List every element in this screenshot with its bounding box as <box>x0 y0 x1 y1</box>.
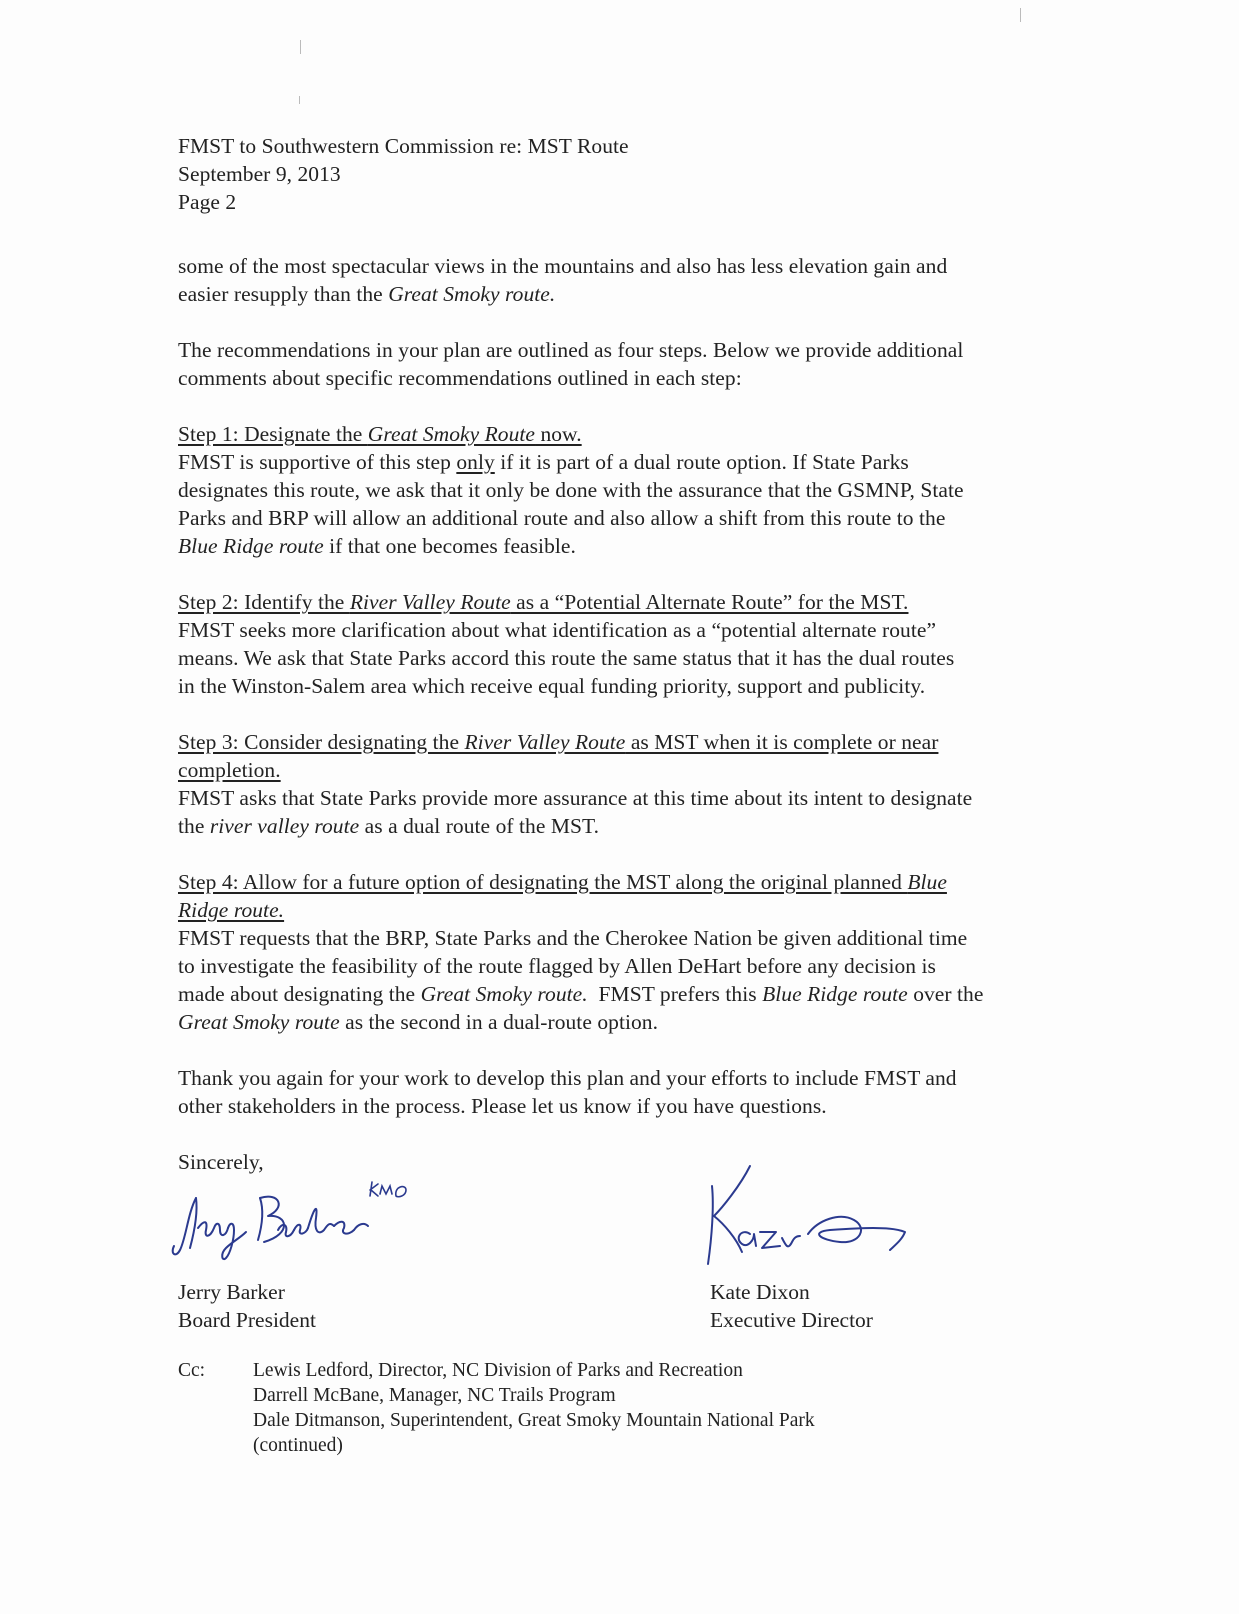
step-4-heading <box>178 868 1078 896</box>
step-4-line: to investigate the feasibility of the route flagged by Allen DeHart before any decision is <box>178 954 936 978</box>
step-2-section <box>178 588 1078 700</box>
body-text: if it is part of a dual route option. If State Parks <box>494 450 909 474</box>
heading-text: Step 1: Designate the <box>178 422 368 446</box>
cc-recipient: Darrell McBane, Manager, NC Trails Program <box>253 1385 616 1406</box>
letter-header <box>178 132 1078 216</box>
header-recipient-line: FMST to Southwestern Commission re: MST Route <box>178 134 629 158</box>
intro-route-name: Great Smoky route. <box>388 282 556 306</box>
heading-text: as MST when it is complete or near <box>625 730 939 754</box>
step-4-line <box>178 980 1078 1008</box>
step-4-line <box>178 1008 1078 1036</box>
heading-route-name: Blue <box>907 870 947 894</box>
step-2-line: in the Winston-Salem area which receive equal funding priority, support and publicity. <box>178 674 926 698</box>
heading-route-name: River Valley Route <box>464 730 626 754</box>
cc-continued-note: (continued) <box>253 1435 343 1456</box>
signer-title: Board President <box>178 1308 316 1332</box>
signature-jerry-barker <box>168 1158 488 1278</box>
signer-title: Executive Director <box>710 1308 873 1332</box>
step-2-line: means. We ask that State Parks accord this route the same status that it has the dual routes <box>178 646 955 670</box>
signer-right-details <box>710 1278 873 1334</box>
route-name: Great Smoky route. <box>420 982 588 1006</box>
closing-line: Thank you again for your work to develop this plan and your efforts to include FMST and <box>178 1066 957 1090</box>
cc-recipient: Dale Ditmanson, Superintendent, Great Smoky Mountain National Park <box>253 1410 815 1431</box>
cc-list <box>253 1358 1053 1458</box>
intro-paragraph <box>178 252 1078 308</box>
signer-left-details <box>178 1278 316 1334</box>
scan-speck <box>300 40 301 54</box>
step-2-heading <box>178 588 1078 616</box>
step-1-line: designates this route, we ask that it only be done with the assurance that the GSMNP, State <box>178 478 964 502</box>
step-4-section <box>178 868 1078 1036</box>
intro-line <box>178 280 1078 308</box>
letter-body <box>178 132 1078 1176</box>
closing-paragraph <box>178 1064 1078 1120</box>
body-text: FMST is supportive of this step <box>178 450 457 474</box>
body-text: the <box>178 814 210 838</box>
route-name: Blue Ridge route <box>178 534 324 558</box>
recommendations-line: comments about specific recommendations outlined in each step: <box>178 366 742 390</box>
heading-text: Step 4: Allow for a future option of designating the MST along the original planned <box>178 870 908 894</box>
signer-name: Jerry Barker <box>178 1280 285 1304</box>
step-3-line: FMST asks that State Parks provide more assurance at this time about its intent to designate <box>178 786 973 810</box>
body-text: made about designating the <box>178 982 421 1006</box>
cc-label: Cc: <box>178 1360 206 1381</box>
step-3-line <box>178 812 1078 840</box>
step-1-line <box>178 532 1078 560</box>
step-1-section <box>178 420 1078 560</box>
header-date: September 9, 2013 <box>178 162 341 186</box>
header-page-number: Page 2 <box>178 190 237 214</box>
body-text: as the second in a dual-route option. <box>339 1010 659 1034</box>
recommendations-paragraph <box>178 336 1078 392</box>
body-text: if that one becomes feasible. <box>323 534 576 558</box>
cc-recipient: Lewis Ledford, Director, NC Division of Parks and Recreation <box>253 1360 743 1381</box>
step-1-line: Parks and BRP will allow an additional route and also allow a shift from this route to the <box>178 506 946 530</box>
scan-speck <box>299 96 300 104</box>
step-1-heading <box>178 420 1078 448</box>
intro-text: easier resupply than the <box>178 282 389 306</box>
heading-text: as a “Potential Alternate Route” for the MST. <box>510 590 909 614</box>
route-name: Blue Ridge route <box>762 982 908 1006</box>
step-3-heading-continued: completion. <box>178 758 281 782</box>
closing-line: other stakeholders in the process. Please let us know if you have questions. <box>178 1094 827 1118</box>
recommendations-line: The recommendations in your plan are outlined as four steps. Below we provide additional <box>178 338 964 362</box>
step-2-line: FMST seeks more clarification about what identification as a “potential alternate route” <box>178 618 937 642</box>
body-text: as a dual route of the MST. <box>359 814 600 838</box>
heading-route-name: Great Smoky Route <box>367 422 536 446</box>
heading-text: Step 2: Identify the <box>178 590 350 614</box>
body-text: over the <box>907 982 984 1006</box>
emphasis-only: only <box>456 450 495 474</box>
step-4-line: FMST requests that the BRP, State Parks and the Cherokee Nation be given additional time <box>178 926 968 950</box>
signer-name: Kate Dixon <box>710 1280 810 1304</box>
heading-route-name: River Valley Route <box>349 590 511 614</box>
signature-right <box>690 1146 1010 1332</box>
step-1-line <box>178 448 1078 476</box>
route-name: river valley route <box>209 814 360 838</box>
signature-block <box>168 1158 1068 1338</box>
heading-text: now. <box>535 422 582 446</box>
step-3-heading <box>178 728 1078 756</box>
step-3-section <box>178 728 1078 840</box>
intro-line: some of the most spectacular views in the mountains and also has less elevation gain and <box>178 254 948 278</box>
route-name: Great Smoky route <box>178 1010 340 1034</box>
step-4-heading-continued: Ridge route. <box>178 898 285 922</box>
sign-off: Sincerely, <box>178 1150 264 1174</box>
heading-text: Step 3: Consider designating the <box>178 730 465 754</box>
signature-kate-dixon <box>690 1146 1010 1276</box>
scan-speck <box>1020 8 1021 22</box>
signature-left <box>168 1158 488 1332</box>
body-text: FMST prefers this <box>587 982 763 1006</box>
